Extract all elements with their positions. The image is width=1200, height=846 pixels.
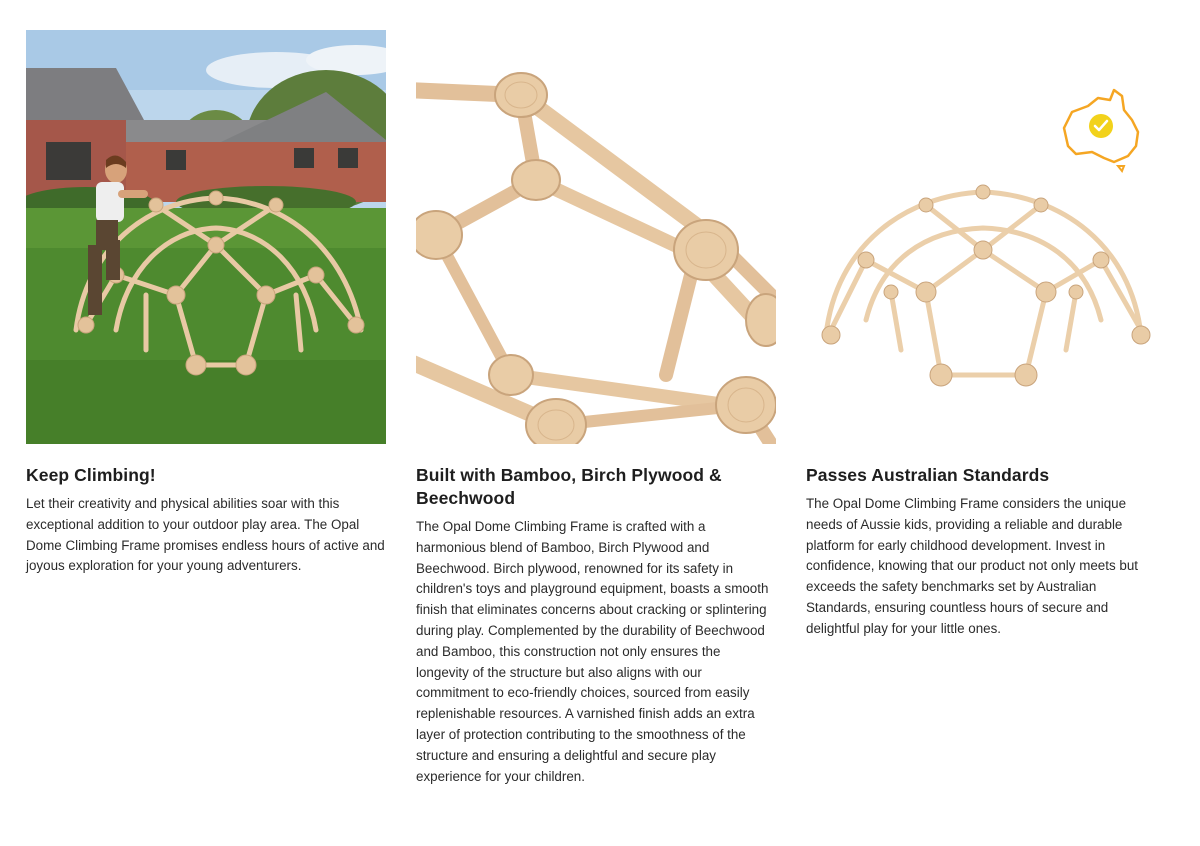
feature-description: Let their creativity and physical abilities soar with this exceptional addition to your outdoor play area. The Opal Dome Climbing Frame promises endless hours of active and joyous exploration for your young adventurers. xyxy=(26,496,385,574)
product-photo-studio xyxy=(806,30,1160,444)
feature-card-keep-climbing xyxy=(26,30,386,577)
feature-title: Keep Climbing! xyxy=(26,465,156,485)
feature-description: The Opal Dome Climbing Frame considers the unique needs of Aussie kids, providing a reliable and durable platform for early childhood development. Invest in confidence, knowing that our product not only meets but exceeds the safety benchmarks set by Australian Standards, ensuring countless hours of secure and delightful play for your little ones. xyxy=(806,496,1138,636)
feature-title: Passes Australian Standards xyxy=(806,465,1050,485)
feature-card-standards xyxy=(806,30,1160,640)
product-photo-closeup xyxy=(416,30,776,444)
product-photo-lifestyle xyxy=(26,30,386,444)
feature-card-materials xyxy=(416,30,776,787)
feature-description: The Opal Dome Climbing Frame is crafted with a harmonious blend of Bamboo, Birch Plywood and Beechwood. Birch plywood, renowned for its safety in children's toys and playground equipment, boasts a smooth finish that eliminates concerns about cracking or splintering during play. Complemented by the durability of Beechwood and Bamboo, this construction not only ensures the longevity of the structure but also aligns with our commitment to eco-friendly choices, sourced from easily replenishable resources. A varnished finish adds an extra layer of protection contributing to the smoothness of the structure and ensuring a delightful and secure play experience for your children. xyxy=(416,519,769,784)
feature-title: Built with Bamboo, Birch Plywood & Beechwood xyxy=(416,465,722,508)
